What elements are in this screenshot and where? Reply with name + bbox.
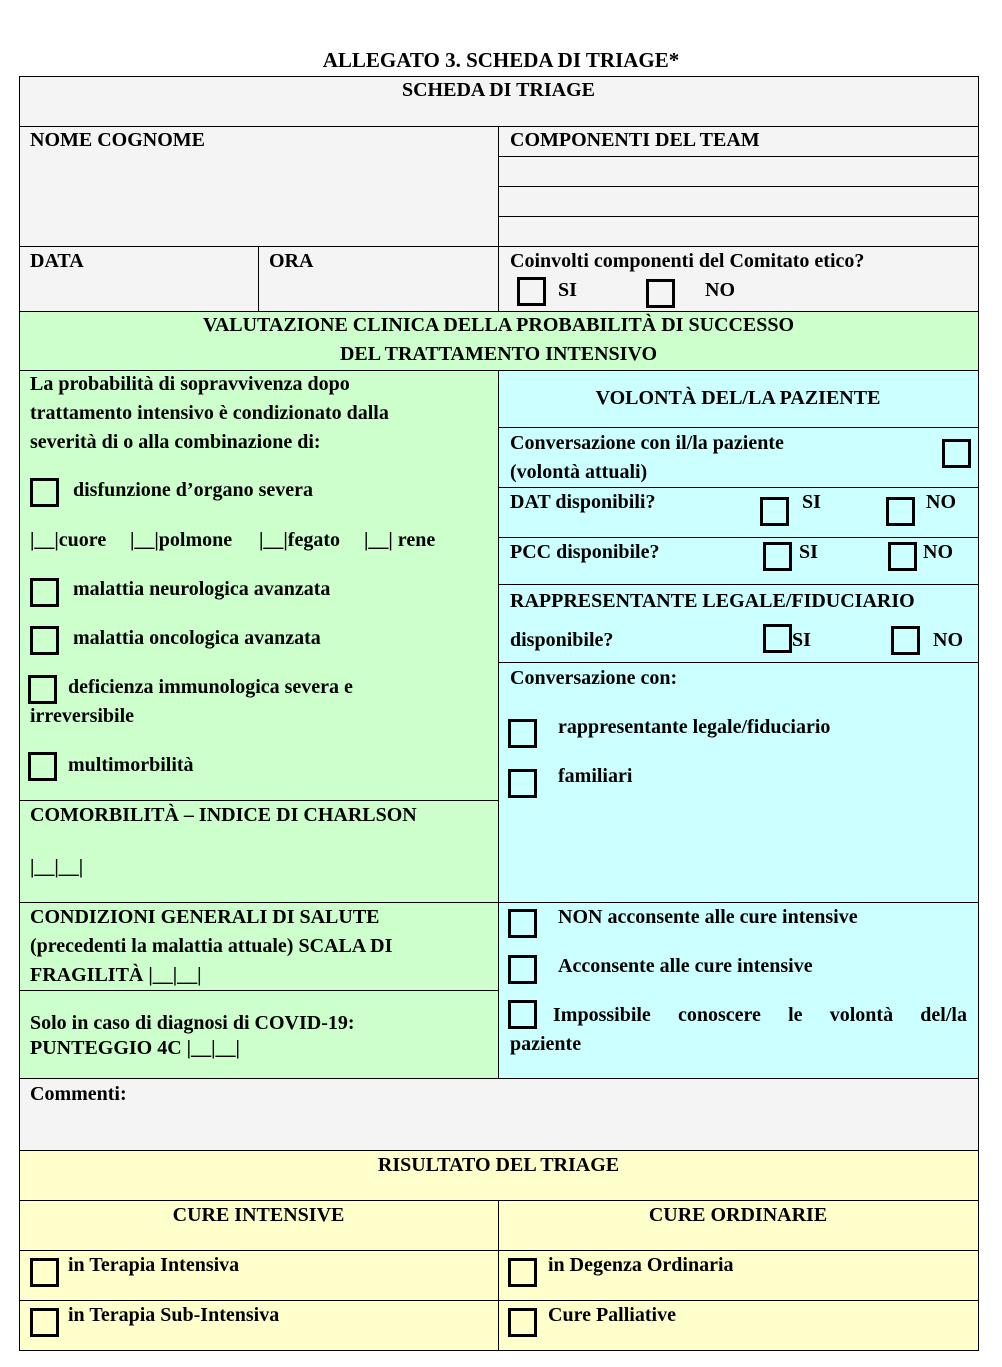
- team-label: COMPONENTI DEL TEAM: [510, 129, 760, 151]
- rep-no-checkbox[interactable]: [891, 626, 920, 655]
- team-member-field-2[interactable]: [499, 187, 978, 216]
- intensive-care-title: CURE INTENSIVE: [172, 1204, 345, 1226]
- rep-line-1: RAPPRESENTANTE LEGALE/FIDUCIARIO: [510, 590, 915, 612]
- organ-heart[interactable]: |__|cuore: [30, 529, 107, 551]
- organ-dysfunction-label: disfunzione d’organo severa: [73, 479, 313, 501]
- dat-yes-checkbox[interactable]: [760, 497, 789, 526]
- comments-label: Commenti:: [30, 1083, 127, 1105]
- immuno-line-2: irreversibile: [30, 705, 135, 727]
- sub-icu-label: in Terapia Sub-Intensiva: [68, 1304, 280, 1326]
- immuno-line-1: deficienza immunologica severa e: [68, 676, 353, 698]
- dat-yes-label: SI: [802, 491, 821, 513]
- consent-label: Acconsente alle cure intensive: [558, 955, 813, 977]
- ordinary-care-title: CURE ORDINARIE: [648, 1204, 828, 1226]
- covid-score[interactable]: PUNTEGGIO 4C |__|__|: [30, 1037, 240, 1059]
- palliative-checkbox[interactable]: [508, 1308, 537, 1337]
- ethics-yes-checkbox[interactable]: [517, 277, 546, 306]
- icu-label: in Terapia Intensiva: [68, 1254, 240, 1276]
- impossible-word: del/la: [920, 1004, 967, 1026]
- intro-line-3: severità di o alla combinazione di:: [30, 431, 321, 453]
- will-title: VOLONTÀ DEL/LA PAZIENTE: [595, 387, 881, 409]
- legal-rep-checkbox[interactable]: [508, 719, 537, 748]
- charlson-value[interactable]: |__|__|: [30, 856, 84, 878]
- not-consent-label: NON acconsente alle cure intensive: [558, 906, 858, 928]
- comments-field[interactable]: [20, 1108, 978, 1150]
- covid-line-1: Solo in caso di diagnosi di COVID-19:: [30, 1012, 355, 1034]
- clinical-title-line1: VALUTAZIONE CLINICA DELLA PROBABILITÀ DI SUCCESSO: [202, 314, 795, 336]
- palliative-label: Cure Palliative: [548, 1304, 676, 1326]
- organ-dysfunction-checkbox[interactable]: [30, 478, 59, 507]
- intro-line-1: La probabilità di sopravvivenza dopo: [30, 373, 350, 395]
- ethics-no-checkbox[interactable]: [646, 279, 675, 308]
- general-line-2: (precedenti la malattia attuale) SCALA DI: [30, 935, 393, 957]
- pcc-yes-checkbox[interactable]: [763, 542, 792, 571]
- conversation-line-1: Conversazione con il/la paziente: [510, 432, 784, 454]
- icu-checkbox[interactable]: [30, 1258, 59, 1287]
- pcc-yes-label: SI: [799, 541, 818, 563]
- impossible-line-2: paziente: [510, 1033, 582, 1055]
- onco-checkbox[interactable]: [30, 626, 59, 655]
- rep-yes-checkbox[interactable]: [763, 624, 792, 653]
- organ-lung[interactable]: |__|polmone: [130, 529, 233, 551]
- onco-label: malattia oncologica avanzata: [73, 627, 321, 649]
- organ-kidney[interactable]: |__| rene: [364, 529, 436, 551]
- pcc-question: PCC disponibile?: [510, 541, 660, 563]
- time-label: ORA: [269, 250, 314, 272]
- ordinary-ward-label: in Degenza Ordinaria: [548, 1254, 734, 1276]
- multimorbidity-label: multimorbilità: [68, 754, 194, 776]
- date-label: DATA: [30, 250, 84, 272]
- consent-checkbox[interactable]: [508, 955, 537, 984]
- rep-line-2: disponibile?: [510, 629, 614, 651]
- name-field[interactable]: [20, 156, 498, 246]
- sub-icu-checkbox[interactable]: [30, 1308, 59, 1337]
- conversation-with-label: Conversazione con:: [510, 667, 678, 689]
- rep-no-label: NO: [933, 629, 963, 651]
- intro-line-2: trattamento intensivo è condizionato dalla: [30, 402, 389, 424]
- team-member-field-3[interactable]: [499, 217, 978, 246]
- conversation-line-2: (volontà attuali): [510, 461, 648, 483]
- charlson-label: COMORBILITÀ – INDICE DI CHARLSON: [30, 804, 417, 826]
- neuro-checkbox[interactable]: [30, 578, 59, 607]
- impossible-line-1: [553, 1001, 967, 1030]
- form-title: SCHEDA DI TRIAGE: [401, 79, 596, 101]
- rep-yes-label: SI: [792, 629, 811, 651]
- document-title: ALLEGATO 3. SCHEDA DI TRIAGE*: [322, 48, 680, 72]
- pcc-no-checkbox[interactable]: [888, 542, 917, 571]
- family-checkbox[interactable]: [508, 769, 537, 798]
- impossible-checkbox[interactable]: [508, 1000, 537, 1029]
- dat-no-checkbox[interactable]: [886, 497, 915, 526]
- organ-liver[interactable]: |__|fegato: [259, 529, 341, 551]
- ethics-question: Coinvolti componenti del Comitato etico?: [510, 250, 865, 272]
- family-label: familiari: [558, 765, 633, 787]
- result-title: RISULTATO DEL TRIAGE: [377, 1154, 620, 1176]
- ethics-no-label: NO: [705, 279, 735, 301]
- impossible-word: le: [788, 1004, 803, 1026]
- multimorbidity-checkbox[interactable]: [28, 752, 57, 781]
- dat-no-label: NO: [926, 491, 956, 513]
- frailty-scale[interactable]: FRAGILITÀ |__|__|: [30, 964, 202, 986]
- name-label: NOME COGNOME: [30, 129, 205, 151]
- ordinary-ward-checkbox[interactable]: [508, 1258, 537, 1287]
- impossible-word: Impossibile: [553, 1004, 651, 1026]
- clinical-title-line2: DEL TRATTAMENTO INTENSIVO: [339, 343, 658, 365]
- ethics-yes-label: SI: [558, 279, 577, 301]
- legal-rep-label: rappresentante legale/fiduciario: [558, 716, 831, 738]
- general-line-1: CONDIZIONI GENERALI DI SALUTE: [30, 906, 380, 928]
- immuno-checkbox[interactable]: [28, 675, 57, 704]
- neuro-label: malattia neurologica avanzata: [73, 578, 331, 600]
- not-consent-checkbox[interactable]: [508, 909, 537, 938]
- dat-question: DAT disponibili?: [510, 491, 656, 513]
- impossible-word: volontà: [829, 1004, 894, 1026]
- pcc-no-label: NO: [923, 541, 953, 563]
- team-member-field-1[interactable]: [499, 157, 978, 186]
- conversation-checkbox[interactable]: [942, 439, 971, 468]
- impossible-word: conoscere: [678, 1004, 761, 1026]
